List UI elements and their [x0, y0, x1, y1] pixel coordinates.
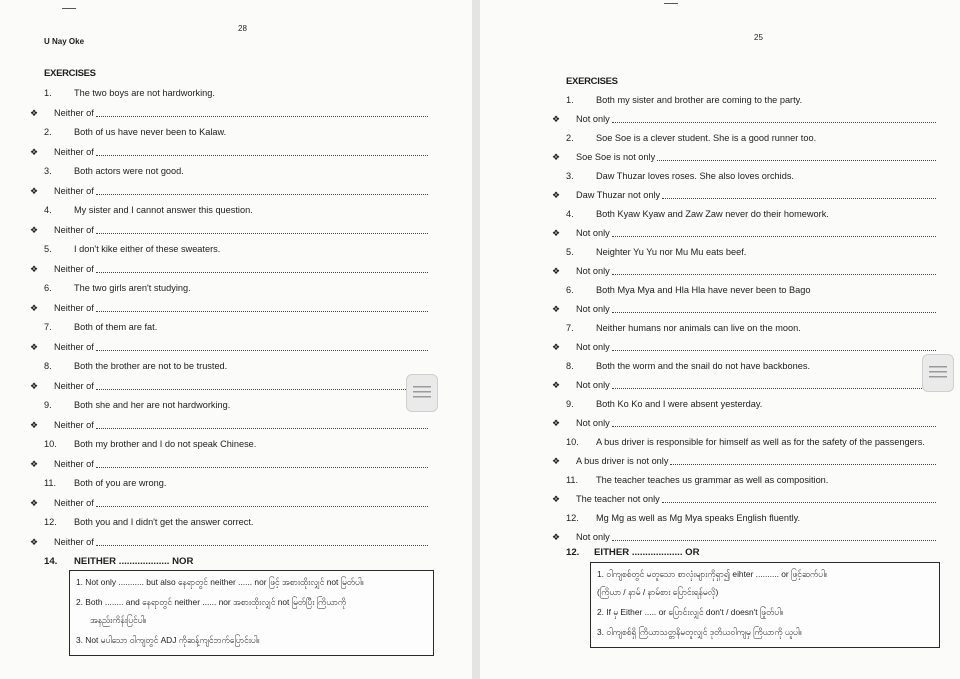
question-number: 8. — [44, 361, 52, 371]
exercises-heading: EXERCISES — [44, 68, 96, 79]
answer-prompt: Neither of — [54, 107, 94, 118]
drag-handle[interactable] — [922, 354, 954, 392]
section-number: 12. — [566, 547, 580, 558]
answer-blank[interactable] — [96, 311, 428, 312]
answer-prompt: Neither of — [54, 302, 94, 313]
answer-blank[interactable] — [612, 274, 936, 275]
question-number: 1. — [566, 95, 574, 105]
question-text: Both she and her are not hardworking. — [74, 400, 231, 410]
rule-line: 3. Not မပါသော ဝါကျတွင် ADJ ကိုဆန့်ကျင်ဘက်ပြောင်းပါ။ — [76, 635, 260, 645]
answer-prompt: Not only — [576, 380, 610, 390]
question-number: 2. — [44, 127, 52, 137]
question-text: Neither humans nor animals can live on the moon. — [596, 323, 801, 333]
answer-blank[interactable] — [96, 506, 428, 507]
question-text: Both the worm and the snail do not have backbones. — [596, 361, 811, 371]
answer-prompt: Neither of — [54, 146, 94, 157]
answer-blank[interactable] — [662, 502, 936, 503]
answer-prompt: Neither of — [54, 419, 94, 430]
rule-line: 2. If မှ Either ..... or ပြောင်းလျှင် don't / doesn't ဖြုတ်ပါ။ — [597, 607, 783, 617]
question-number: 11. — [44, 478, 57, 488]
answer-prompt: Neither of — [54, 380, 94, 391]
answer-blank[interactable] — [96, 545, 428, 546]
answer-prompt: Neither of — [54, 185, 94, 196]
answer-blank[interactable] — [612, 426, 936, 427]
answer-blank[interactable] — [96, 467, 428, 468]
answer-blank[interactable] — [96, 233, 428, 234]
question-text: Both my brother and I do not speak Chinese. — [74, 439, 257, 449]
answer-prompt: Neither of — [54, 458, 94, 469]
bullet-icon: ❖ — [552, 114, 561, 124]
bullet-icon: ❖ — [30, 302, 39, 313]
question-text: The teacher teaches us grammar as well as composition. — [596, 475, 829, 485]
drag-handle-icon — [413, 386, 431, 398]
bullet-icon: ❖ — [30, 263, 39, 274]
answer-blank[interactable] — [612, 350, 936, 351]
bullet-icon: ❖ — [30, 458, 39, 469]
question-text: The two boys are not hardworking. — [74, 88, 215, 98]
answer-prompt: Neither of — [54, 536, 94, 547]
bullet-icon: ❖ — [552, 532, 561, 542]
answer-blank[interactable] — [612, 122, 936, 123]
answer-blank[interactable] — [670, 464, 936, 465]
bullet-icon: ❖ — [552, 190, 561, 200]
question-number: 8. — [566, 361, 574, 371]
question-number: 10. — [44, 439, 57, 449]
answer-prompt: Neither of — [54, 497, 94, 508]
rules-box — [69, 570, 434, 656]
answer-prompt: Not only — [576, 532, 610, 542]
bullet-icon: ❖ — [30, 419, 39, 430]
page-mark — [62, 8, 76, 9]
answer-blank[interactable] — [96, 428, 428, 429]
page-mark — [664, 3, 678, 4]
bullet-icon: ❖ — [552, 380, 561, 390]
question-number: 9. — [566, 399, 574, 409]
bullet-icon: ❖ — [30, 497, 39, 508]
question-text: Both Ko Ko and I were absent yesterday. — [596, 399, 763, 409]
answer-prompt: A bus driver is not only — [576, 456, 669, 466]
answer-blank[interactable] — [96, 194, 428, 195]
right-page — [480, 0, 960, 679]
bullet-icon: ❖ — [30, 224, 39, 235]
section-title: EITHER ................... OR — [594, 547, 700, 558]
answer-prompt: Not only — [576, 342, 610, 352]
question-number: 5. — [44, 244, 52, 254]
answer-blank[interactable] — [612, 388, 936, 389]
drag-handle[interactable] — [406, 374, 438, 412]
question-number: 3. — [44, 166, 52, 176]
section-title: NEITHER ................... NOR — [74, 556, 194, 567]
page-number: 28 — [238, 24, 247, 33]
question-number: 5. — [566, 247, 574, 257]
question-text: The two girls aren't studying. — [74, 283, 191, 293]
question-text: Both Mya Mya and Hla Hla have never been to Bago — [596, 285, 811, 295]
answer-prompt: Not only — [576, 114, 610, 124]
left-page — [0, 0, 472, 679]
answer-prompt: Not only — [576, 304, 610, 314]
question-number: 4. — [566, 209, 574, 219]
section-number: 14. — [44, 556, 58, 567]
rules-box — [590, 562, 940, 648]
answer-prompt: Neither of — [54, 341, 94, 352]
question-number: 2. — [566, 133, 574, 143]
page-number: 25 — [754, 33, 763, 42]
question-number: 7. — [566, 323, 574, 333]
question-text: My sister and I cannot answer this question. — [74, 205, 253, 215]
question-number: 7. — [44, 322, 52, 332]
bullet-icon: ❖ — [552, 266, 561, 276]
bullet-icon: ❖ — [30, 146, 39, 157]
answer-blank[interactable] — [662, 198, 936, 199]
rule-line: 2. Both ........ and နေရာတွင် neither ...... nor အစားထိုးလျှင် not မြတ်ပြီး ကြိယာကို — [76, 597, 347, 607]
rule-line: 1. ဝါကျစစ်တွင် မတူသော စာလုံးများကိုရှာ၍ eihter .......... or ဖြင့်ဆက်ပါ။ — [597, 569, 827, 579]
answer-blank[interactable] — [612, 312, 936, 313]
question-text: Both the brother are not to be trusted. — [74, 361, 228, 371]
answer-blank[interactable] — [96, 155, 428, 156]
answer-prompt: Daw Thuzar not only — [576, 190, 661, 200]
question-number: 11. — [566, 475, 579, 485]
answer-blank[interactable] — [96, 389, 428, 390]
answer-prompt: Not only — [576, 228, 610, 238]
question-text: Both actors were not good. — [74, 166, 184, 176]
question-text: Daw Thuzar loves roses. She also loves orchids. — [596, 171, 794, 181]
bullet-icon: ❖ — [30, 536, 39, 547]
bullet-icon: ❖ — [552, 304, 561, 314]
answer-blank[interactable] — [657, 160, 936, 161]
question-text: A bus driver is responsible for himself as well as for the safety of the passengers. — [596, 437, 925, 447]
question-number: 6. — [566, 285, 574, 295]
answer-prompt: Neither of — [54, 224, 94, 235]
question-number: 4. — [44, 205, 52, 215]
answer-prompt: Not only — [576, 418, 610, 428]
answer-blank[interactable] — [612, 540, 936, 541]
question-text: Both of us have never been to Kalaw. — [74, 127, 227, 137]
question-number: 3. — [566, 171, 574, 181]
bullet-icon: ❖ — [552, 228, 561, 238]
rule-line: (ကြိယာ / နာမ် / နာမ်စား ပြောင်းရန်မလို) — [597, 587, 719, 597]
bullet-icon: ❖ — [30, 380, 39, 391]
bullet-icon: ❖ — [552, 456, 561, 466]
bullet-icon: ❖ — [552, 418, 561, 428]
page-gutter — [472, 0, 480, 679]
drag-handle-icon — [929, 366, 947, 378]
question-text: Both Kyaw Kyaw and Zaw Zaw never do their homework. — [596, 209, 829, 219]
answer-blank[interactable] — [96, 116, 428, 117]
question-number: 12. — [566, 513, 579, 523]
question-number: 12. — [44, 517, 57, 527]
answer-prompt: Soe Soe is not only — [576, 152, 656, 162]
question-text: Mg Mg as well as Mg Mya speaks English fluently. — [596, 513, 801, 523]
question-text: Both you and I didn't get the answer correct. — [74, 517, 254, 527]
answer-blank[interactable] — [96, 272, 428, 273]
bullet-icon: ❖ — [552, 494, 561, 504]
answer-prompt: The teacher not only — [576, 494, 660, 504]
rule-line: 3. ဝါကျစစ်ရှိ ကြိယာသတ္တနိမတူလျှင် ဒုတိယဝါကျမှ ကြိယာကို ယူပါ။ — [597, 627, 802, 637]
answer-prompt: Neither of — [54, 263, 94, 274]
question-number: 1. — [44, 88, 52, 98]
rule-line: 1. Not only ........... but also နေရာတွင် neither ...... nor ဖြင့် အစားထိုးလျှင် not မြတ်ပါ။ — [76, 577, 364, 587]
question-text: Both of you are wrong. — [74, 478, 167, 488]
answer-blank[interactable] — [96, 350, 428, 351]
answer-blank[interactable] — [612, 236, 936, 237]
bullet-icon: ❖ — [30, 185, 39, 196]
question-number: 10. — [566, 437, 579, 447]
question-text: Soe Soe is a clever student. She is a good runner too. — [596, 133, 817, 143]
question-text: Both of them are fat. — [74, 322, 158, 332]
rule-line: အနည်းကိန်းပြင်ပါ။ — [90, 615, 147, 625]
question-text: Both my sister and brother are coming to the party. — [596, 95, 803, 105]
bullet-icon: ❖ — [552, 342, 561, 352]
bullet-icon: ❖ — [30, 341, 39, 352]
bullet-icon: ❖ — [30, 107, 39, 118]
question-number: 9. — [44, 400, 52, 410]
author-name: U Nay Oke — [44, 37, 85, 46]
question-text: I don't kike either of these sweaters. — [74, 244, 221, 254]
question-number: 6. — [44, 283, 52, 293]
exercises-heading: EXERCISES — [566, 76, 618, 87]
answer-prompt: Not only — [576, 266, 610, 276]
question-text: Neighter Yu Yu nor Mu Mu eats beef. — [596, 247, 747, 257]
bullet-icon: ❖ — [552, 152, 561, 162]
